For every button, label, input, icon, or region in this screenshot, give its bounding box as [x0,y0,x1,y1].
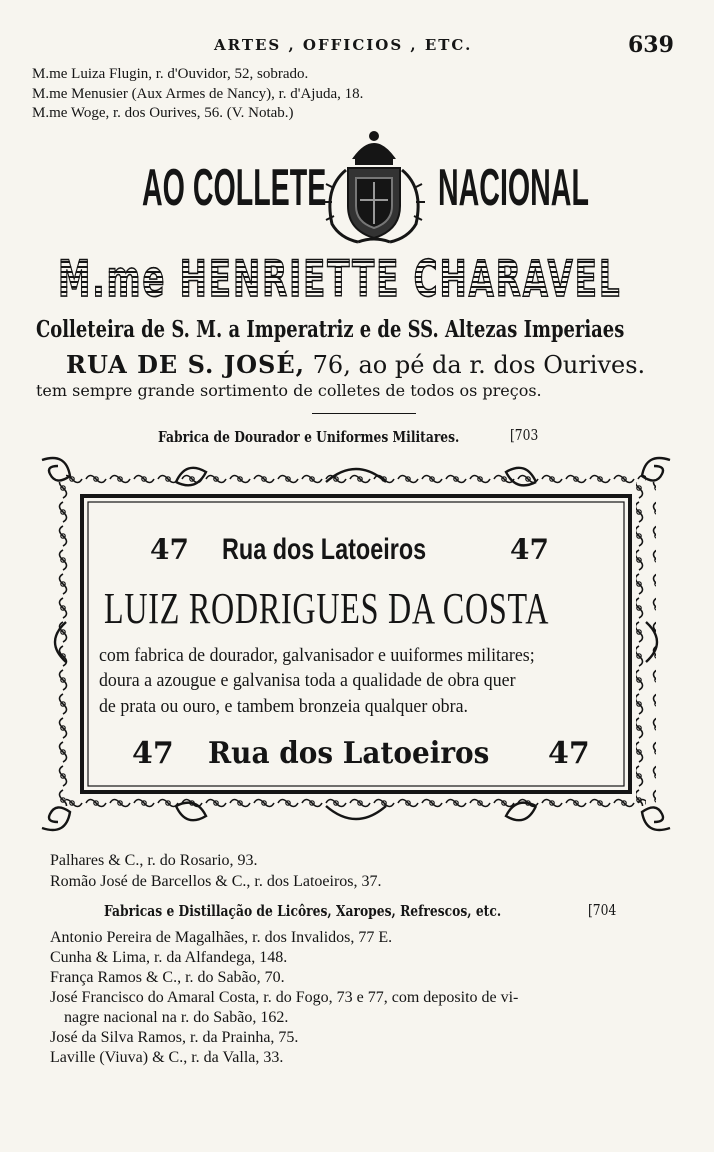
section-ref: [704 [588,901,617,919]
list-item: José da Silva Ramos, r. da Prainha, 75. [50,1029,299,1046]
ad-title-right: NACIONAL [438,159,589,217]
page-number: 639 [628,32,674,58]
provider-line: Colleteira de S. M. a Imperatriz e de SS. Altezas Imperiaes [36,316,625,343]
description-line: doura a azougue e galvanisa toda a qualidade de obra quer [99,670,516,691]
section-title: Fabricas e Distillação de Licôres, Xaropes, Refrescos, etc. [104,902,502,920]
divider [312,413,416,414]
imperial-crest-icon [318,128,430,248]
street-number: 47 [150,533,189,566]
description-line: de prata ou ouro, e tambem bronzeia qualquer obra. [99,696,468,717]
list-item: Laville (Viuva) & C., r. da Valla, 33. [50,1049,284,1066]
list-item: Romão José de Barcellos & C., r. dos Latoeiros, 37. [50,873,382,890]
list-item: M.me Menusier (Aux Armes de Nancy), r. d'Ajuda, 18. [32,86,364,102]
list-item: Cunha & Lima, r. da Alfandega, 148. [50,949,288,966]
list-item: Palhares & C., r. do Rosario, 93. [50,852,258,869]
stock-line: tem sempre grande sortimento de colletes de todos os preços. [36,381,542,400]
street-number: 47 [132,736,174,771]
list-item: Antonio Pereira de Magalhães, r. dos Invalidos, 77 E. [50,929,393,946]
section-ref: [703 [510,426,539,444]
ad-title-left: AO COLLETE [142,159,327,217]
business-name: LUIZ RODRIGUES DA COSTA [104,584,550,633]
address-rest: 76, ao pé da r. dos Ourives. [312,351,646,379]
list-item: França Ramos & C., r. do Sabão, 70. [50,969,285,986]
list-item: M.me Woge, r. dos Ourives, 56. (V. Notab.) [32,105,294,121]
street-name: Rua dos Latoeiros [208,736,490,771]
street-number: 47 [548,736,590,771]
section-title: Fabrica de Dourador e Uniformes Militares. [158,428,460,446]
running-title: ARTES , OFFICIOS , ETC. [214,36,473,54]
list-item: nagre nacional na r. do Sabão, 162. [64,1009,289,1026]
address-street: RUA DE S. JOSÉ, [66,350,306,379]
description-line: com fabrica de dourador, galvanisador e uuiformes militares; [99,645,535,666]
street-name: Rua dos Latoeiros [222,533,427,566]
proprietor-name: M.me HENRIETTE CHARAVEL [58,250,622,308]
street-number: 47 [510,533,549,566]
list-item: José Francisco do Amaral Costa, r. do Fogo, 73 e 77, com deposito de vi- [50,989,519,1006]
address-line [66,350,645,379]
list-item: M.me Luiza Flugin, r. d'Ouvidor, 52, sobrado. [32,66,309,82]
